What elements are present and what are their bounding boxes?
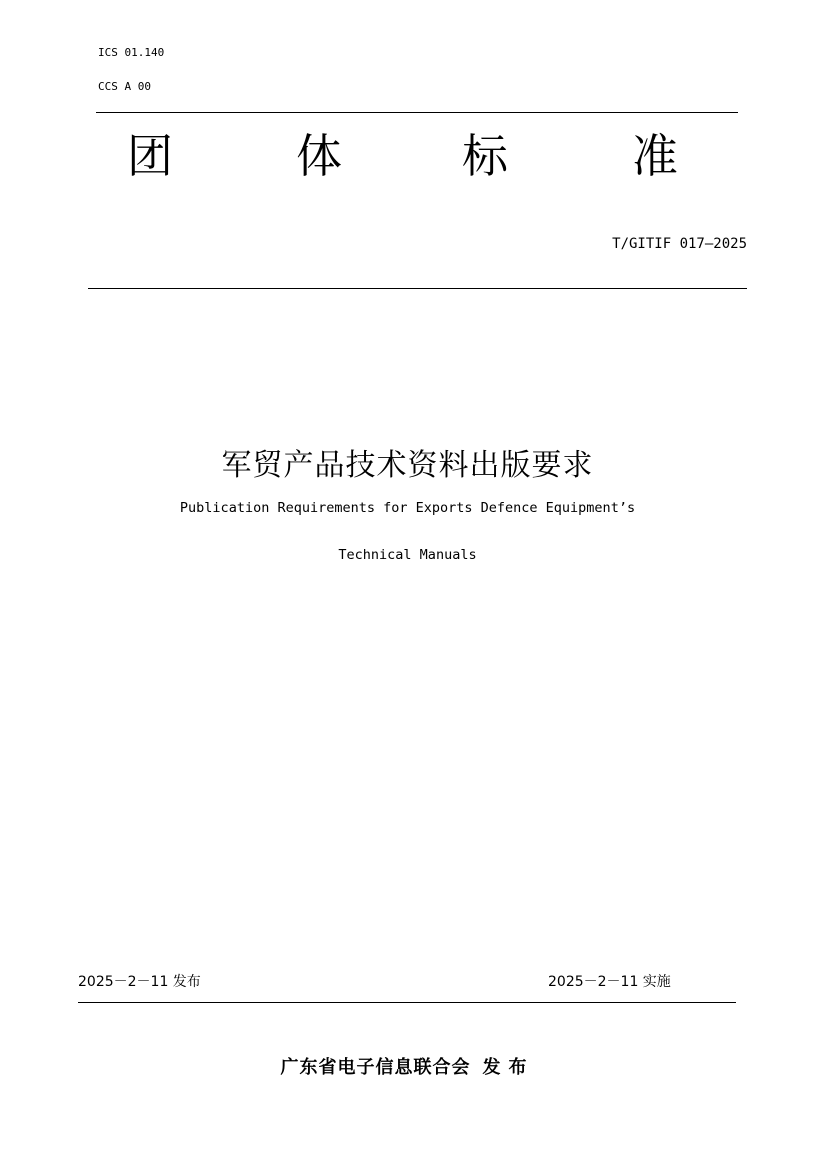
publisher-line: [0, 1053, 815, 1079]
publisher-action: 发布: [482, 1057, 535, 1078]
document-title-english-line-2: Technical Manuals: [338, 547, 477, 563]
document-title-chinese: 军贸产品技术资料出版要求: [221, 448, 594, 483]
top-divider: [96, 112, 738, 113]
publisher-organization: 广东省电子信息联合会: [280, 1057, 471, 1078]
implementation-date: 2025－2－11 实施: [548, 974, 671, 990]
header-divider: [88, 288, 747, 289]
ics-code: ICS 01.140: [98, 46, 165, 59]
standard-number: T/GITIF 017—2025: [612, 236, 747, 252]
document-title-english-line-1: Publication Requirements for Exports Defence Equipment’s: [179, 500, 636, 516]
footer-divider: [78, 1002, 736, 1003]
ccs-code: CCS A 00: [98, 80, 151, 93]
standard-type-char-1: 团: [127, 129, 173, 183]
issue-date: 2025－2－11 发布: [78, 974, 201, 990]
standard-type-char-3: 标: [462, 129, 508, 183]
standard-type-char-2: 体: [296, 129, 342, 183]
standard-type-char-4: 准: [632, 129, 678, 183]
